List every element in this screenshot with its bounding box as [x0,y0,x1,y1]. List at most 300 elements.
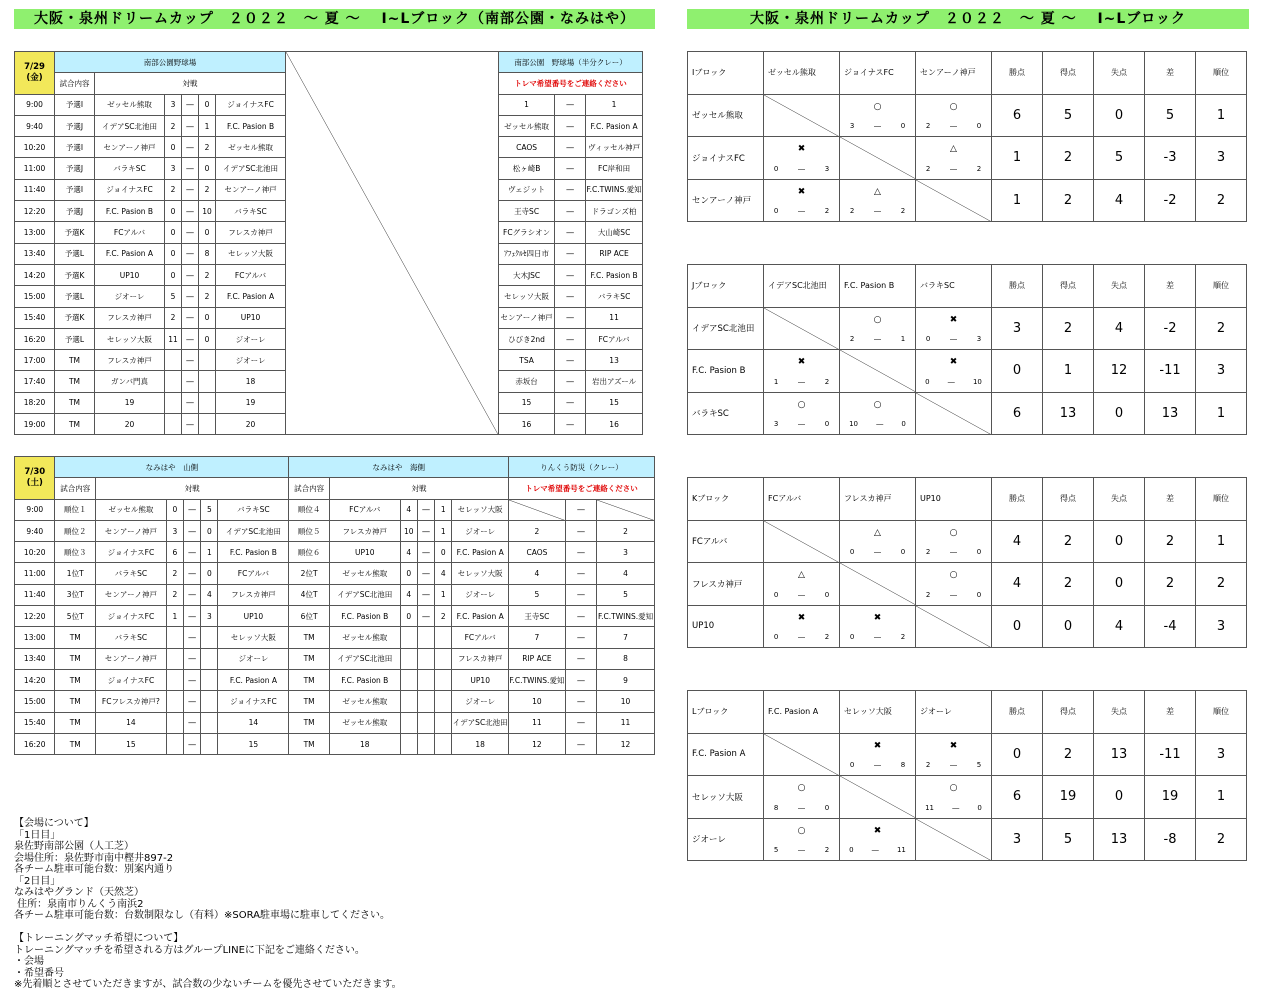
home-team-a: ジョイナスFC [95,669,166,690]
goals-against: 2 [824,846,830,854]
score-dash: ― [182,222,199,243]
day2-h-content-a: 試合内容 [55,478,95,499]
home-score-b: 0 [400,606,417,627]
away-team: 19 [216,392,286,413]
team-row [688,307,1247,350]
score-dash-a: ― [184,691,201,712]
home-score-a: 3 [166,520,183,541]
away-score-a [201,627,218,648]
goals-for: 2 [925,761,931,769]
match-type-a: TM [55,648,95,669]
self-cell [840,137,916,180]
time: 15:40 [15,307,55,328]
score-dash: ― [876,420,884,428]
home-team: UP10 [95,264,165,285]
tm-team-a: FCグラシオン [499,222,555,243]
match-type-b: 6位T [289,606,329,627]
result-cell [764,350,840,393]
result-inner [764,606,839,648]
result-score [764,207,839,215]
tm-team-a: CAOS [509,542,566,563]
block-name: Jブロック [688,265,764,308]
self-diagonal [840,776,915,818]
score-dash-b: ― [417,606,434,627]
standings-table [687,51,1247,222]
score-dash: ― [182,243,199,264]
tm-dash: ― [555,115,586,136]
stat-header: 差 [1145,265,1196,308]
time: 13:40 [15,648,55,669]
score-dash-a: ― [184,712,201,733]
home-score: 2 [165,179,182,200]
goals-conceded: 13 [1094,733,1145,776]
day2-row [15,542,655,563]
row-team-name: F.C. Pasion A [688,733,764,776]
home-score-a: 0 [166,499,183,520]
result-inner [764,776,839,818]
goal-diff: 5 [1145,94,1196,137]
day2-row [15,691,655,712]
goals-for: 3 [773,420,779,428]
goals-against: 0 [976,548,982,556]
row-team-name: UP10 [688,605,764,648]
self-cell [916,392,992,435]
time: 9:40 [15,115,55,136]
points: 3 [992,818,1043,861]
match-type-b: 順位５ [289,520,329,541]
result-cell [916,137,992,180]
home-score: 2 [165,115,182,136]
tm-dash: ― [565,584,596,605]
rank: 2 [1196,563,1247,606]
home-team-a: 15 [95,733,166,754]
tm-team-a: 王寺SC [509,606,566,627]
goals-for: 1 [773,377,779,386]
away-score-b [435,712,452,733]
tm-team-b: 9 [597,669,655,690]
time: 10:20 [15,542,55,563]
time: 16:20 [15,733,55,754]
goals-for: 0 [849,846,854,854]
time: 13:00 [15,627,55,648]
stat-header: 得点 [1043,478,1094,521]
standings-k-block [687,477,1247,648]
result-cell [840,733,916,776]
goals-for: 10 [849,420,859,428]
home-score-b [400,648,417,669]
match-type-a: 順位２ [55,520,95,541]
away-score: 2 [199,264,216,285]
stat-header: 勝点 [992,478,1043,521]
day2-row [15,499,655,520]
away-team-b: 18 [452,733,509,754]
score-dash: ― [182,392,199,413]
match-type: 予選J [55,158,95,179]
score-dash-a: ― [184,584,201,605]
team-row [688,137,1247,180]
result-inner [764,350,839,392]
away-team-a: イデアSC北池田 [218,520,289,541]
tm-team-b: 15 [586,392,643,413]
goals-scored: 2 [1043,520,1094,563]
score-dash: ― [952,803,960,812]
away-score: 1 [199,115,216,136]
goals-for: 0 [849,633,855,641]
tm-dash: ― [565,669,596,690]
away-team: セレッソ大阪 [216,243,286,264]
result-score [764,591,839,599]
away-team-a: セレッソ大阪 [218,627,289,648]
home-score: 0 [165,264,182,285]
result-inner [840,521,915,563]
goals-against: 2 [824,207,830,215]
home-score-a [166,627,183,648]
day1-venue-a: 南部公園野球場 [55,52,286,73]
day1-unused-area [286,52,499,435]
home-team-a: FCフレスカ神戸? [95,691,166,712]
tm-team-b: F.C. Pasion A [586,115,643,136]
home-team: バラキSC [95,158,165,179]
away-team: ジオーレ [216,328,286,349]
score-dash: ― [874,761,881,769]
day2-h-content-b: 試合内容 [289,478,329,499]
score-dash: ― [874,207,881,215]
time: 9:40 [15,520,55,541]
home-score: 3 [165,94,182,115]
time: 12:20 [15,201,55,222]
stat-header: 勝点 [992,52,1043,95]
goals-against: 8 [900,761,906,769]
goals-for: 11 [925,803,935,812]
stat-header: 得点 [1043,691,1094,734]
rank: 2 [1196,307,1247,350]
result-score [764,633,839,641]
row-team-name: FCアルバ [688,520,764,563]
tm-team-b: ドラゴンズ柏 [586,201,643,222]
stat-header: 得点 [1043,52,1094,95]
self-diagonal [840,350,915,392]
tm-team-a: ヴェジット [499,179,555,200]
tm-team-b: F.C.TWINS.愛知 [597,606,655,627]
result-cell [916,733,992,776]
match-type: 予選I [55,94,95,115]
match-type-b: TM [289,712,329,733]
goals-conceded: 0 [1094,392,1145,435]
match-type-b: TM [289,627,329,648]
home-score-b [400,627,417,648]
home-team-b: UP10 [329,542,400,563]
goals-scored: 2 [1043,307,1094,350]
row-team-name: バラキSC [688,392,764,435]
score-dash: ― [950,590,957,599]
tm-team-a: 5 [509,584,566,605]
goals-against: 2 [824,633,830,641]
day2-table [14,456,655,755]
home-score: 5 [165,286,182,307]
result-mark: ○ [949,527,958,538]
stat-header: 順位 [1196,691,1247,734]
score-dash: ― [182,414,199,435]
row-team-name: ジョイナスFC [688,137,764,180]
goals-scored: 0 [1043,605,1094,648]
result-inner [916,350,991,392]
home-team-b: イデアSC北池田 [329,648,400,669]
score-dash-b [417,712,434,733]
result-score [764,420,839,428]
result-mark: ✖ [949,314,958,325]
match-type-a: TM [55,691,95,712]
self-cell [840,776,916,819]
away-team-a: ジョイナスFC [218,691,289,712]
rank: 1 [1196,520,1247,563]
self-diagonal [840,563,915,605]
match-type: 予選K [55,307,95,328]
day2-row [15,669,655,690]
result-score [916,804,991,812]
rank: 1 [1196,94,1247,137]
row-team-name: ジオーレ [688,818,764,861]
goals-conceded: 13 [1094,818,1145,861]
away-team: センアーノ神戸 [216,179,286,200]
goals-for: 3 [849,122,855,130]
match-type: TM [55,414,95,435]
result-inner [840,180,915,222]
result-inner [840,308,915,350]
tm-team-b: 16 [586,414,643,435]
away-team: F.C. Pasion B [216,115,286,136]
result-score [840,335,915,343]
away-score [199,414,216,435]
score-dash: ― [182,94,199,115]
score-dash-a: ― [184,542,201,563]
goals-scored: 2 [1043,563,1094,606]
home-score-a [166,691,183,712]
match-type: 予選K [55,222,95,243]
block-name: Iブロック [688,52,764,95]
home-team-a: センアーノ神戸 [95,520,166,541]
home-score-a [166,648,183,669]
stat-header: 失点 [1094,691,1145,734]
result-mark: ✖ [873,825,882,836]
score-dash-a: ― [184,733,201,754]
result-score [840,548,915,556]
goal-diff: -11 [1145,350,1196,393]
goals-conceded: 4 [1094,605,1145,648]
result-inner [764,563,839,605]
tm-team-b: F.C.TWINS.愛知 [586,179,643,200]
self-cell [764,520,840,563]
result-cell [916,563,992,606]
away-team-b: F.C. Pasion A [452,606,509,627]
stat-header: 失点 [1094,265,1145,308]
away-team: FCアルバ [216,264,286,285]
match-type: TM [55,350,95,371]
goals-conceded: 0 [1094,776,1145,819]
rank: 1 [1196,392,1247,435]
score-dash: ― [798,377,805,386]
result-inner [840,393,915,435]
result-mark: ○ [797,399,806,410]
result-mark: ○ [873,314,882,325]
score-dash-b [417,648,434,669]
row-team-name: センアーノ神戸 [688,179,764,222]
result-mark: ✖ [949,740,958,751]
team-row [688,350,1247,393]
goals-for: 2 [925,122,931,130]
home-team-b: F.C. Pasion B [329,606,400,627]
result-cell [764,818,840,861]
goal-diff: 19 [1145,776,1196,819]
match-type-b: TM [289,669,329,690]
away-score [199,371,216,392]
away-team-b: セレッソ大阪 [452,499,509,520]
score-dash: ― [947,377,955,386]
goals-conceded: 5 [1094,137,1145,180]
goals-against: 0 [901,420,906,428]
away-team: ゼッセル熊取 [216,137,286,158]
tm-team-b: 3 [597,542,655,563]
home-team-a: センアーノ神戸 [95,584,166,605]
score-dash: ― [182,137,199,158]
empty-slot-diagonal [509,500,565,520]
away-score-b [435,627,452,648]
tm-team-b: 13 [586,350,643,371]
match-type-b: 4位T [289,584,329,605]
goal-diff: -2 [1145,307,1196,350]
col-team-header: ゼッセル熊取 [764,52,840,95]
score-dash-b [417,627,434,648]
time: 11:40 [15,584,55,605]
away-score-a [201,712,218,733]
home-team: センアーノ神戸 [95,137,165,158]
goal-diff: -3 [1145,137,1196,180]
away-team-a: 15 [218,733,289,754]
tm-team-b: FCアルバ [586,328,643,349]
tm-dash: ― [555,414,586,435]
score-dash: ― [798,846,805,854]
away-team-a: ジオーレ [218,648,289,669]
right-title: 大阪・泉州ドリームカップ ２０２２ ～ 夏 ～ I~Lブロック [687,9,1249,29]
result-mark: △ [874,186,881,197]
goals-against: 11 [896,846,906,854]
time: 18:20 [15,392,55,413]
goal-diff: 2 [1145,563,1196,606]
match-type-b: 2位T [289,563,329,584]
goals-conceded: 0 [1094,563,1145,606]
away-score-a: 0 [201,563,218,584]
tm-team-a: 1 [499,94,555,115]
goals-against: 0 [824,420,830,428]
goal-diff: -8 [1145,818,1196,861]
away-score-a [201,733,218,754]
away-team: バラキSC [216,201,286,222]
tm-team-b: 岩出アズール [586,371,643,392]
rank: 2 [1196,818,1247,861]
away-team: フレスカ神戸 [216,222,286,243]
away-score: 0 [199,158,216,179]
points: 3 [992,307,1043,350]
score-dash: ― [798,633,805,641]
tm-dash: ― [565,520,596,541]
score-dash-a: ― [184,499,201,520]
self-diagonal [916,180,991,222]
result-mark: ✖ [797,357,806,367]
tm-dash: ― [555,201,586,222]
match-type: 予選L [55,286,95,307]
match-type: 予選I [55,137,95,158]
left-title: 大阪・泉州ドリームカップ ２０２２ ～ 夏 ～ I~Lブロック（南部公園・なみはや） [14,9,655,29]
score-dash: ― [182,350,199,371]
tm-dash: ― [565,499,596,520]
result-mark: ✖ [797,186,806,197]
goals-against: 0 [977,803,982,812]
day1-table [14,51,643,435]
day2-row [15,712,655,733]
goals-scored: 1 [1043,350,1094,393]
result-inner [916,776,991,818]
result-cell [840,818,916,861]
time: 13:00 [15,222,55,243]
away-score-b: 0 [435,542,452,563]
home-team-b: フレスカ神戸 [329,520,400,541]
tm-team-b: ヴィッセル神戸 [586,137,643,158]
away-score: 0 [199,328,216,349]
tm-dash: ― [555,286,586,307]
goal-diff: 13 [1145,392,1196,435]
away-score: 0 [199,94,216,115]
day1-diagonal-line [286,52,498,434]
match-type-a: 順位１ [55,499,95,520]
result-inner [764,137,839,179]
goals-for: 2 [849,335,855,343]
col-team-header: UP10 [916,478,992,521]
away-score: 0 [199,307,216,328]
score-dash: ― [874,335,881,343]
points: 0 [992,733,1043,776]
away-score: 8 [199,243,216,264]
away-score-b: 2 [435,606,452,627]
home-score-b: 4 [400,584,417,605]
tm-team-a: F.C.TWINS.愛知 [509,669,566,690]
time: 16:20 [15,328,55,349]
tm-team-a: TSA [499,350,555,371]
tm-dash: ― [555,392,586,413]
home-team-a: ジョイナスFC [95,606,166,627]
tm-team-a: 2 [509,520,566,541]
result-cell [764,137,840,180]
away-team: 20 [216,414,286,435]
self-cell [764,733,840,776]
team-row [688,605,1247,648]
col-team-header: FCアルバ [764,478,840,521]
score-dash-b: ― [417,584,434,605]
team-row [688,94,1247,137]
standings-i-block [687,51,1247,222]
goals-against: 1 [900,335,906,343]
score-dash: ― [798,207,805,215]
home-team: ジョイナスFC [95,179,165,200]
self-cell [840,350,916,393]
tm-dash: ― [565,627,596,648]
result-mark: △ [874,527,881,538]
result-cell [916,350,992,393]
goals-for: 0 [925,335,931,343]
match-type-a: TM [55,627,95,648]
tm-team-a: センアーノ神戸 [499,307,555,328]
time: 15:40 [15,712,55,733]
stat-header: 失点 [1094,52,1145,95]
team-row [688,818,1247,861]
